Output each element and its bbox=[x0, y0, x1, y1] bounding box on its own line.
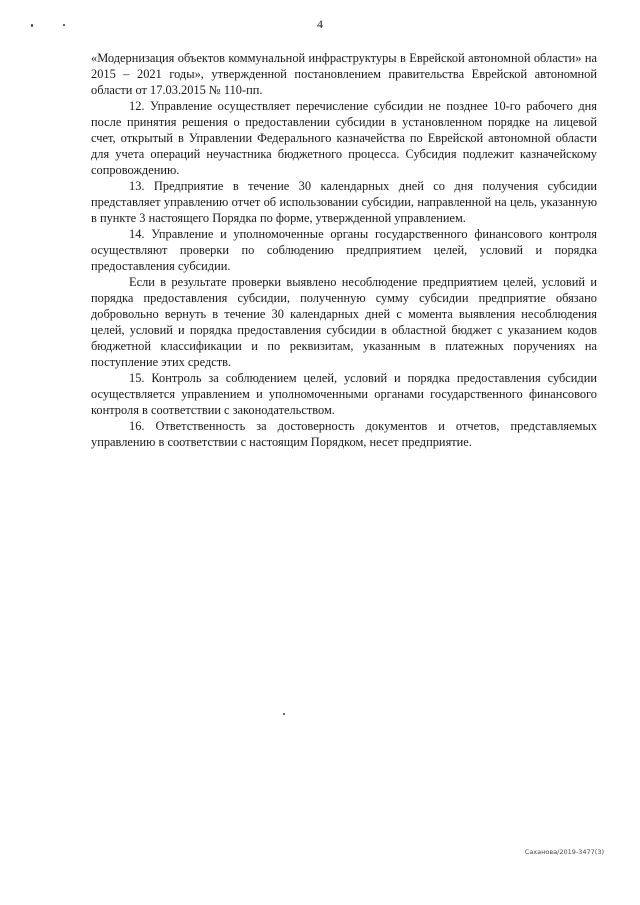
document-body bbox=[91, 50, 597, 450]
paragraph-item-15: 15. Контроль за соблюдением целей, условий и порядка предоставления субсидии осуществляется управлением и уполномоченными органами государственного финансового контроля в соответствии с законодательством. bbox=[91, 371, 597, 417]
page-number: 4 bbox=[317, 17, 323, 31]
paragraph-item-13: 13. Предприятие в течение 30 календарных дней со дня получения субсидии представляет управлению отчет об использовании субсидии, направленной на цель, указанную в пункте 3 настоящего Порядка по форме, утвержденной управлением. bbox=[91, 179, 597, 225]
paragraph-item-12: 12. Управление осуществляет перечисление субсидии не позднее 10-го рабочего дня после принятия решения о предоставлении субсидии в установленном порядке на лицевой счет, открытый в Управлении Федерального казначейства по Еврейской автономной области для учета операций неучастника бюджетного процесса. Субсидия подлежит казначейскому сопровождению. bbox=[91, 99, 597, 177]
paragraph-item-14-continued: Если в результате проверки выявлено несоблюдение предприятием целей, условий и порядка предоставления субсидии, полученную сумму субсидии предприятие обязано добровольно вернуть в течение 30 календарных дней с момента выявления несоблюдения целей, условий и порядка предоставления субсидии в областной бюджет с указанием кодов бюджетной классификации и по реквизитам, указанным в платежных поручениях на поступление этих средств. bbox=[91, 275, 597, 369]
paragraph-item-14: 14. Управление и уполномоченные органы государственного финансового контроля осуществляют проверки по соблюдению предприятием целей, условий и порядка предоставления субсидии. bbox=[91, 227, 597, 273]
scan-speck bbox=[283, 713, 285, 715]
paragraph-continuation: «Модернизация объектов коммунальной инфраструктуры в Еврейской автономной области» на 2015 – 2021 годы», утвержденной постановлением правительства Еврейской автономной области от 17.03.2015 № 110-пп. bbox=[91, 51, 597, 97]
paragraph-item-16: 16. Ответственность за достоверность документов и отчетов, представляемых управлению в соответствии с настоящим Порядком, несет предприятие. bbox=[91, 419, 597, 449]
document-code: Саханова/2019-3477(3) bbox=[524, 848, 604, 856]
